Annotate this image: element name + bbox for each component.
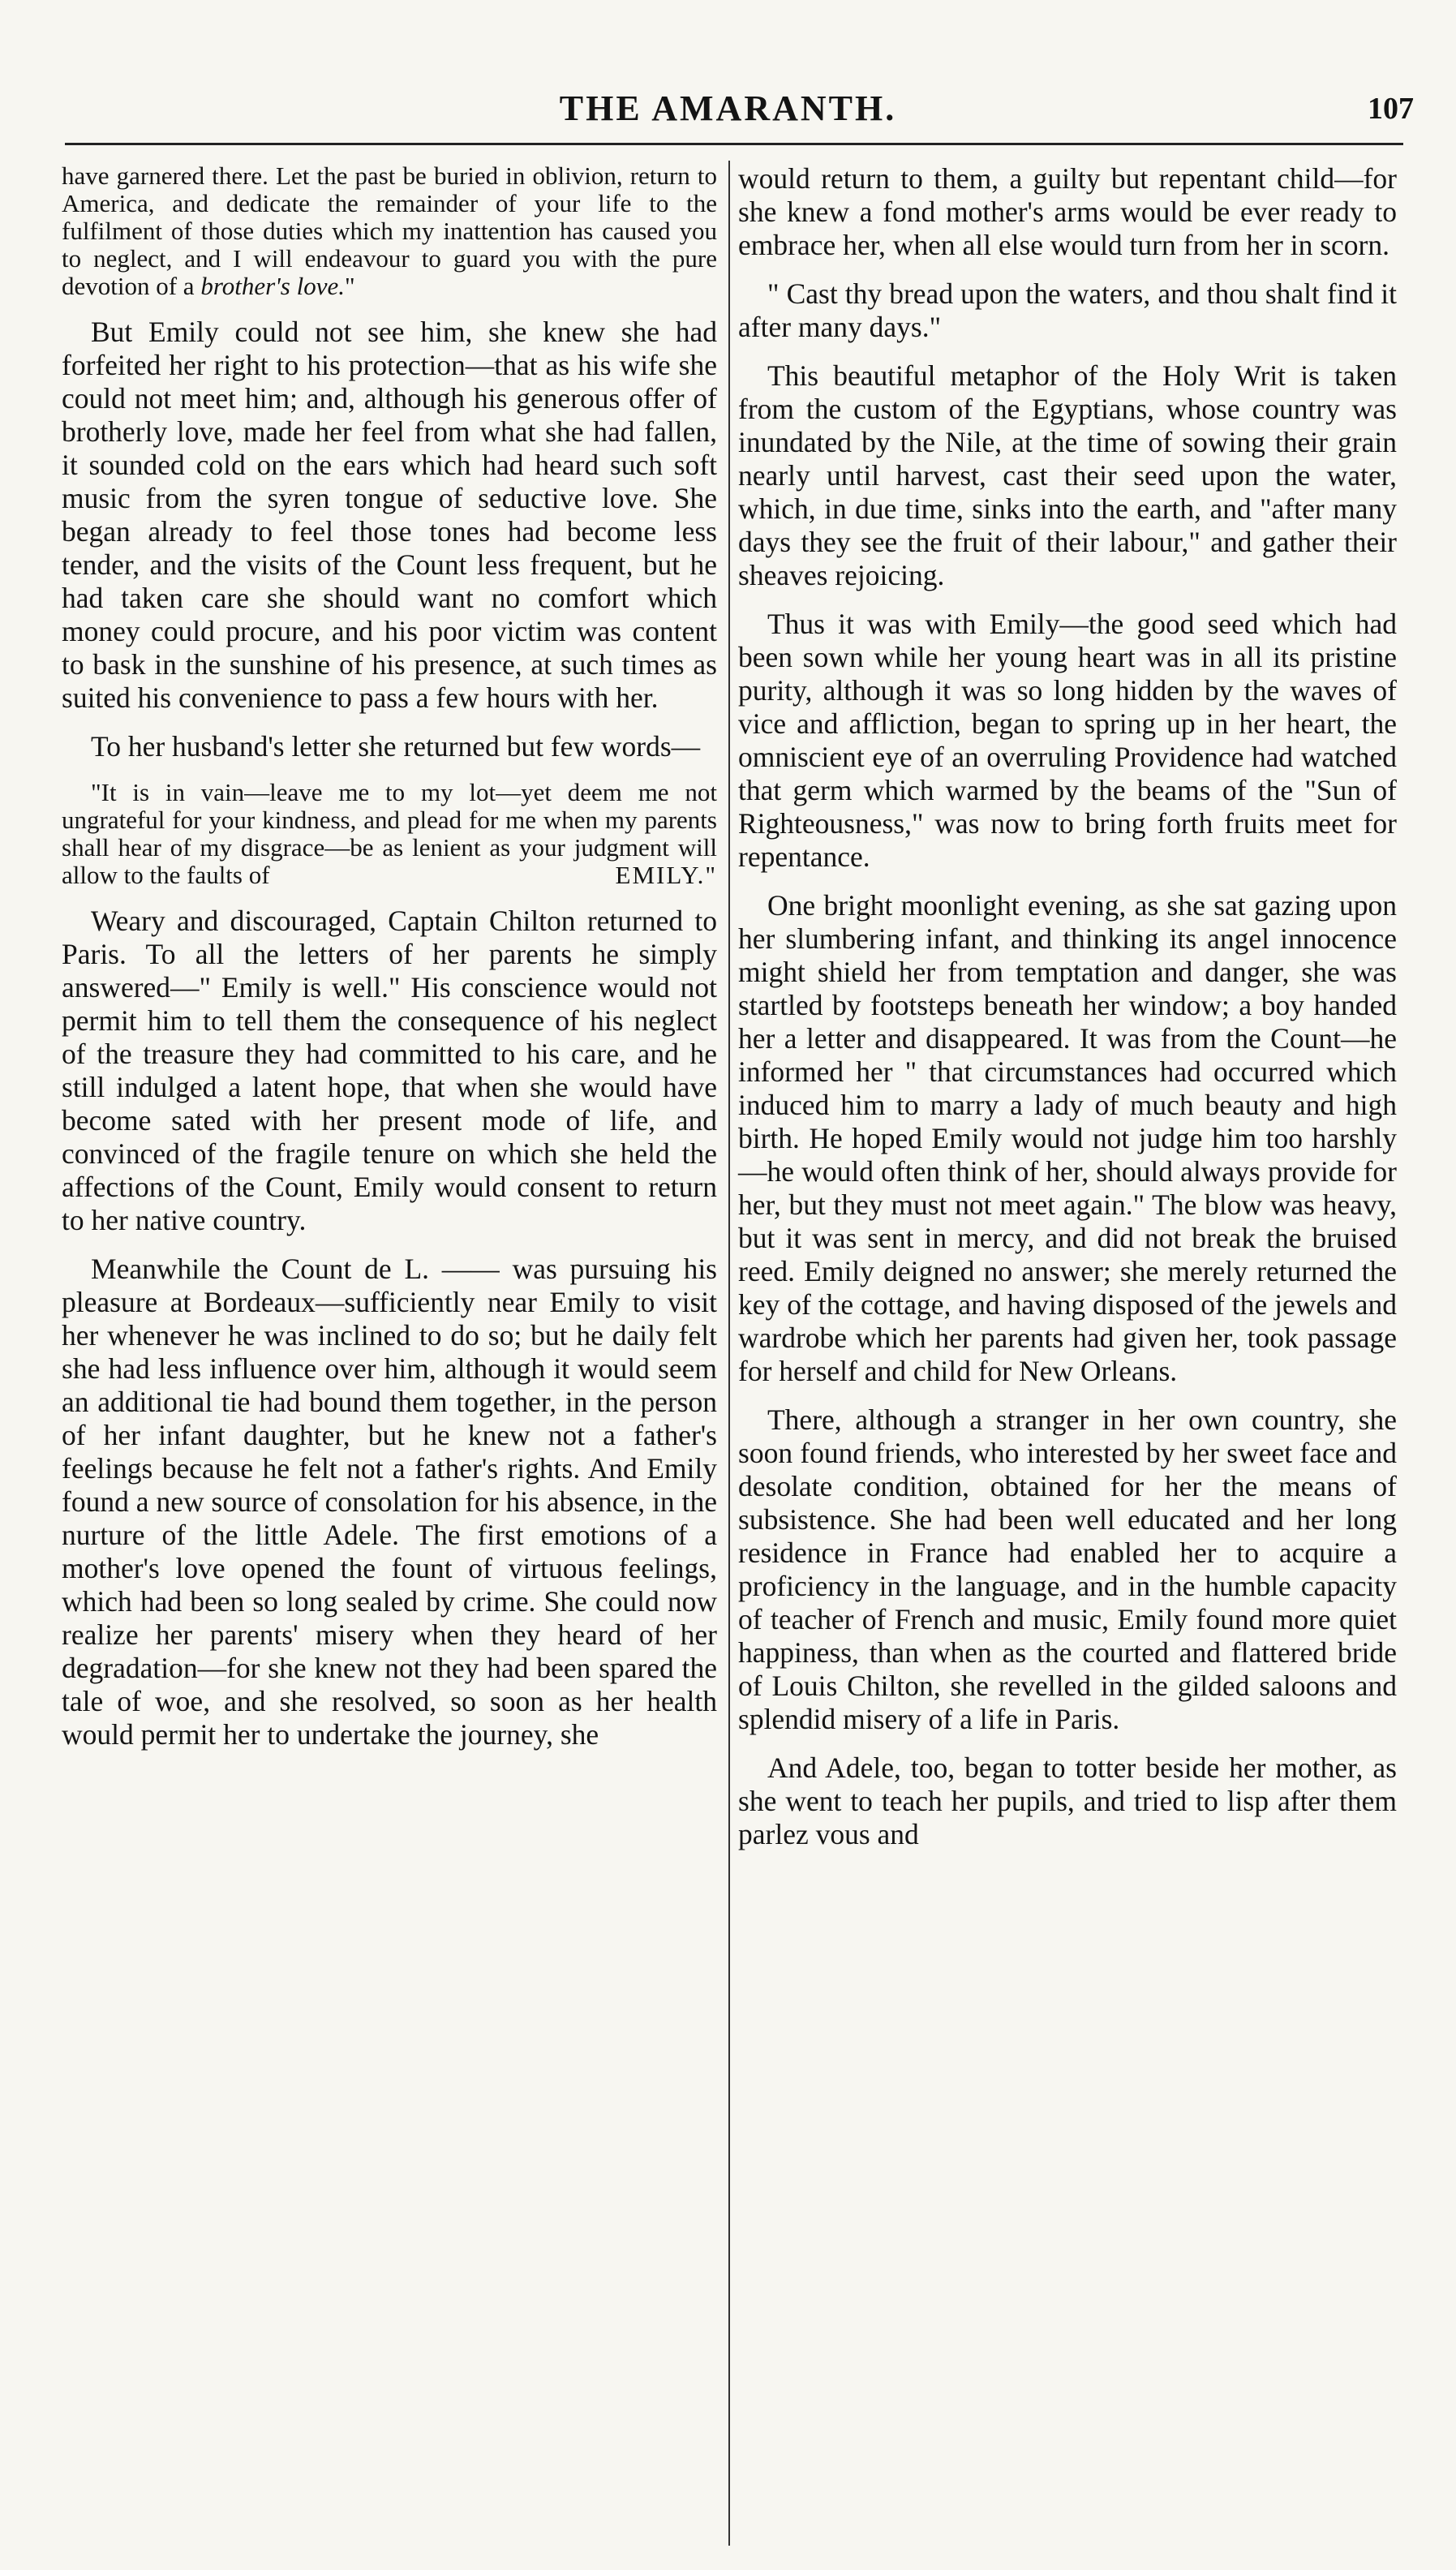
closing-quote: " bbox=[345, 272, 355, 300]
page-number: 107 bbox=[1368, 92, 1414, 126]
paragraph: Meanwhile the Count de L. —— was pursuing his pleasure at Bordeaux—sufficiently near Emily to visit her whenever he was inclined to do so; but he daily felt she had less influence over him, although it would seem an additional tie had bound them together, in the person of her infant daughter, but he knew not a father's feelings because he felt not a father's rights. And Emily found a new source of consolation for his absence, in the nurture of the little Adele. The first emotions of a mother's love opened the fount of virtuous feelings, which had been so long sealed by crime. She could now realize her parents' misery when they heard of her degradation—for she knew not they had been spared the tale of woe, and she resolved, so soon as her health would permit her to undertake the journey, she bbox=[62, 1253, 717, 1751]
paragraph: One bright moonlight evening, as she sat gazing upon her slumbering infant, and thinking its angel innocence might shield her from temptation and danger, she was startled by footsteps beneath her window; a boy handed her a letter and disappeared. It was from the Count—he informed her " that circumstances had occurred which induced him to marry a lady of much beauty and high birth. He hoped Emily would not judge him too harshly—he would often think of her, should always provide for her, but they must not meet again." The blow was heavy, but it was sent in mercy, and did not break the bruised reed. Emily deigned no answer; she merely returned the key of the cottage, and having disposed of the jewels and wardrobe which her parents had given her, took passage for herself and child for New Orleans. bbox=[738, 889, 1397, 1387]
header-rule bbox=[65, 143, 1403, 145]
letter-quote bbox=[62, 779, 717, 889]
paragraph: Thus it was with Emily—the good seed which had been sown while her young heart was in all its pristine purity, although it was so long hidden by the waves of vice and affliction, began to spring up in her heart, the omniscient eye of an overruling Providence had watched that germ which warmed by the beams of the "Sun of Righteousness," was now to bring forth fruits meet for repentance. bbox=[738, 608, 1397, 873]
paragraph: would return to them, a guilty but repentant child—for she knew a fond mother's arms would be ever ready to embrace her, when all else would turn from her in scorn. bbox=[738, 162, 1397, 261]
running-title: THE AMARANTH. bbox=[559, 88, 897, 128]
left-column bbox=[62, 162, 717, 1767]
paragraph: This beautiful metaphor of the Holy Writ is taken from the custom of the Egyptians, whose country was inundated by the Nile, at the time of sowing their grain nearly until harvest, cast their seed upon the water, which, in due time, sinks into the earth, and "after many days they see the fruit of their labour," and gather their sheaves rejoicing. bbox=[738, 359, 1397, 591]
right-column bbox=[738, 162, 1397, 1867]
paragraph: But Emily could not see him, she knew she had forfeited her right to his protection—that as his wife she could not meet him; and, although his generous offer of brotherly love, made her feel from what she had fallen, it sounded cold on the ears which had heard such soft music from the syren tongue of seductive love. She began already to feel those tones had become less tender, and the visits of the Count less frequent, but he had taken care she should want no comfort which money could procure, and his poor victim was content to bask in the sunshine of his presence, at such times as suited his convenience to pass a few hours with her. bbox=[62, 316, 717, 714]
letter-signature: EMILY." bbox=[615, 861, 717, 889]
paragraph: To her husband's letter she returned but few words— bbox=[91, 730, 701, 763]
paragraph-text: have garnered there. Let the past be buried in oblivion, return to America, and dedicate the remainder of your life to the fulfilment of those duties which my inattention has caused you to neglect, and I will endeavour to guard you with the pure devotion of a bbox=[62, 161, 717, 300]
paragraph bbox=[62, 162, 717, 300]
column-divider bbox=[728, 161, 730, 2546]
paragraph: There, although a stranger in her own country, she soon found friends, who interested by her sweet face and desolate condition, obtained for her the means of subsistence. She had been well educated and her long residence in France had enabled her to acquire a proficiency in the language, and in the humble capacity of teacher of French and music, Emily found more quiet happiness, than when as the courted and flattered bride of Louis Chilton, she revelled in the gilded saloons and splendid misery of a life in Paris. bbox=[738, 1403, 1397, 1735]
letter-text: "It is in vain—leave me to my lot—yet deem me not ungrateful for your kindness, and plead for me when my parents shall hear of my disgrace—be as lenient as your judgment will allow to the faults of bbox=[62, 778, 717, 889]
emphasis-text: brother's love. bbox=[200, 272, 346, 300]
paragraph: And Adele, too, began to totter beside her mother, as she went to teach her pupils, and tried to lisp after them parlez vous and bbox=[738, 1751, 1397, 1850]
scripture-quote: " Cast thy bread upon the waters, and thou shalt find it after many days." bbox=[738, 277, 1397, 343]
paragraph: Weary and discouraged, Captain Chilton returned to Paris. To all the letters of her parents he simply answered—" Emily is well." His conscience would not permit him to tell them the consequence of his neglect of the treasure they had committed to his care, and he still indulged a latent hope, that when she would have become sated with her present mode of life, and convinced of the fragile tenure on which she held the affections of the Count, Emily would consent to return to her native country. bbox=[62, 905, 717, 1236]
